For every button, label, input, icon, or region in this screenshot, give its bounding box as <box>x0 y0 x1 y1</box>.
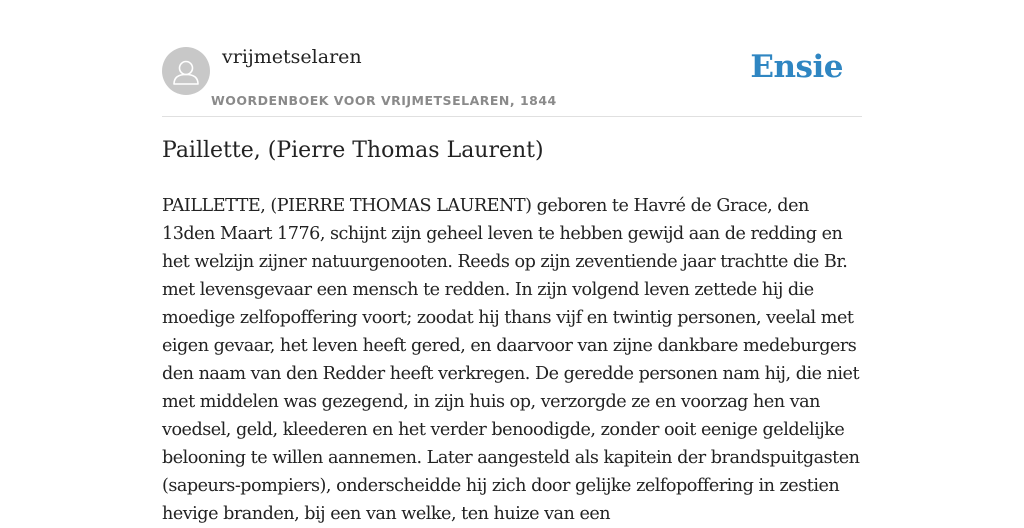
avatar[interactable] <box>162 47 210 95</box>
user-silhouette-icon <box>162 47 210 95</box>
article-header <box>162 0 862 117</box>
page-title: Paillette, (Pierre Thomas Laurent) <box>162 138 544 163</box>
article-body: PAILLETTE, (PIERRE THOMAS LAURENT) geboren te Havré de Grace, den 13den Maart 1776, schijnt zijn geheel leven te hebben gewijd aan de redding en het welzijn zijner natuurgenooten. Reeds op zijn zeventiende jaar trachtte die Br. met levensgevaar een mensch te redden. In zijn volgend leven zettede hij die moedige zelfopoffering voort; zoodat hij thans vijf en twintig personen, veelal met eigen gevaar, het leven heeft gered, en daarvoor van zijne dankbare medeburgers den naam van den Redder heeft verkregen. De geredde personen nam hij, die niet met middelen was gezegend, in zijn huis op, verzorgde ze en voorzag hen van voedsel, geld, kleederen en het verder benoodigde, zonder ooit eenige geldelijke belooning te willen aannemen. Later aangesteld als kapitein der brandspuitgasten (sapeurs-pompiers), onderscheidde hij zich door gelijke zelfopoffering in zestien hevige branden, bij een van welke, ten huize van een <box>162 196 860 524</box>
author-name[interactable]: vrijmetselaren <box>222 46 362 68</box>
source-label[interactable]: WOORDENBOEK VOOR VRIJMETSELAREN, 1844 <box>211 93 557 108</box>
article-container <box>162 0 862 524</box>
site-logo[interactable]: Ensie <box>750 49 843 85</box>
